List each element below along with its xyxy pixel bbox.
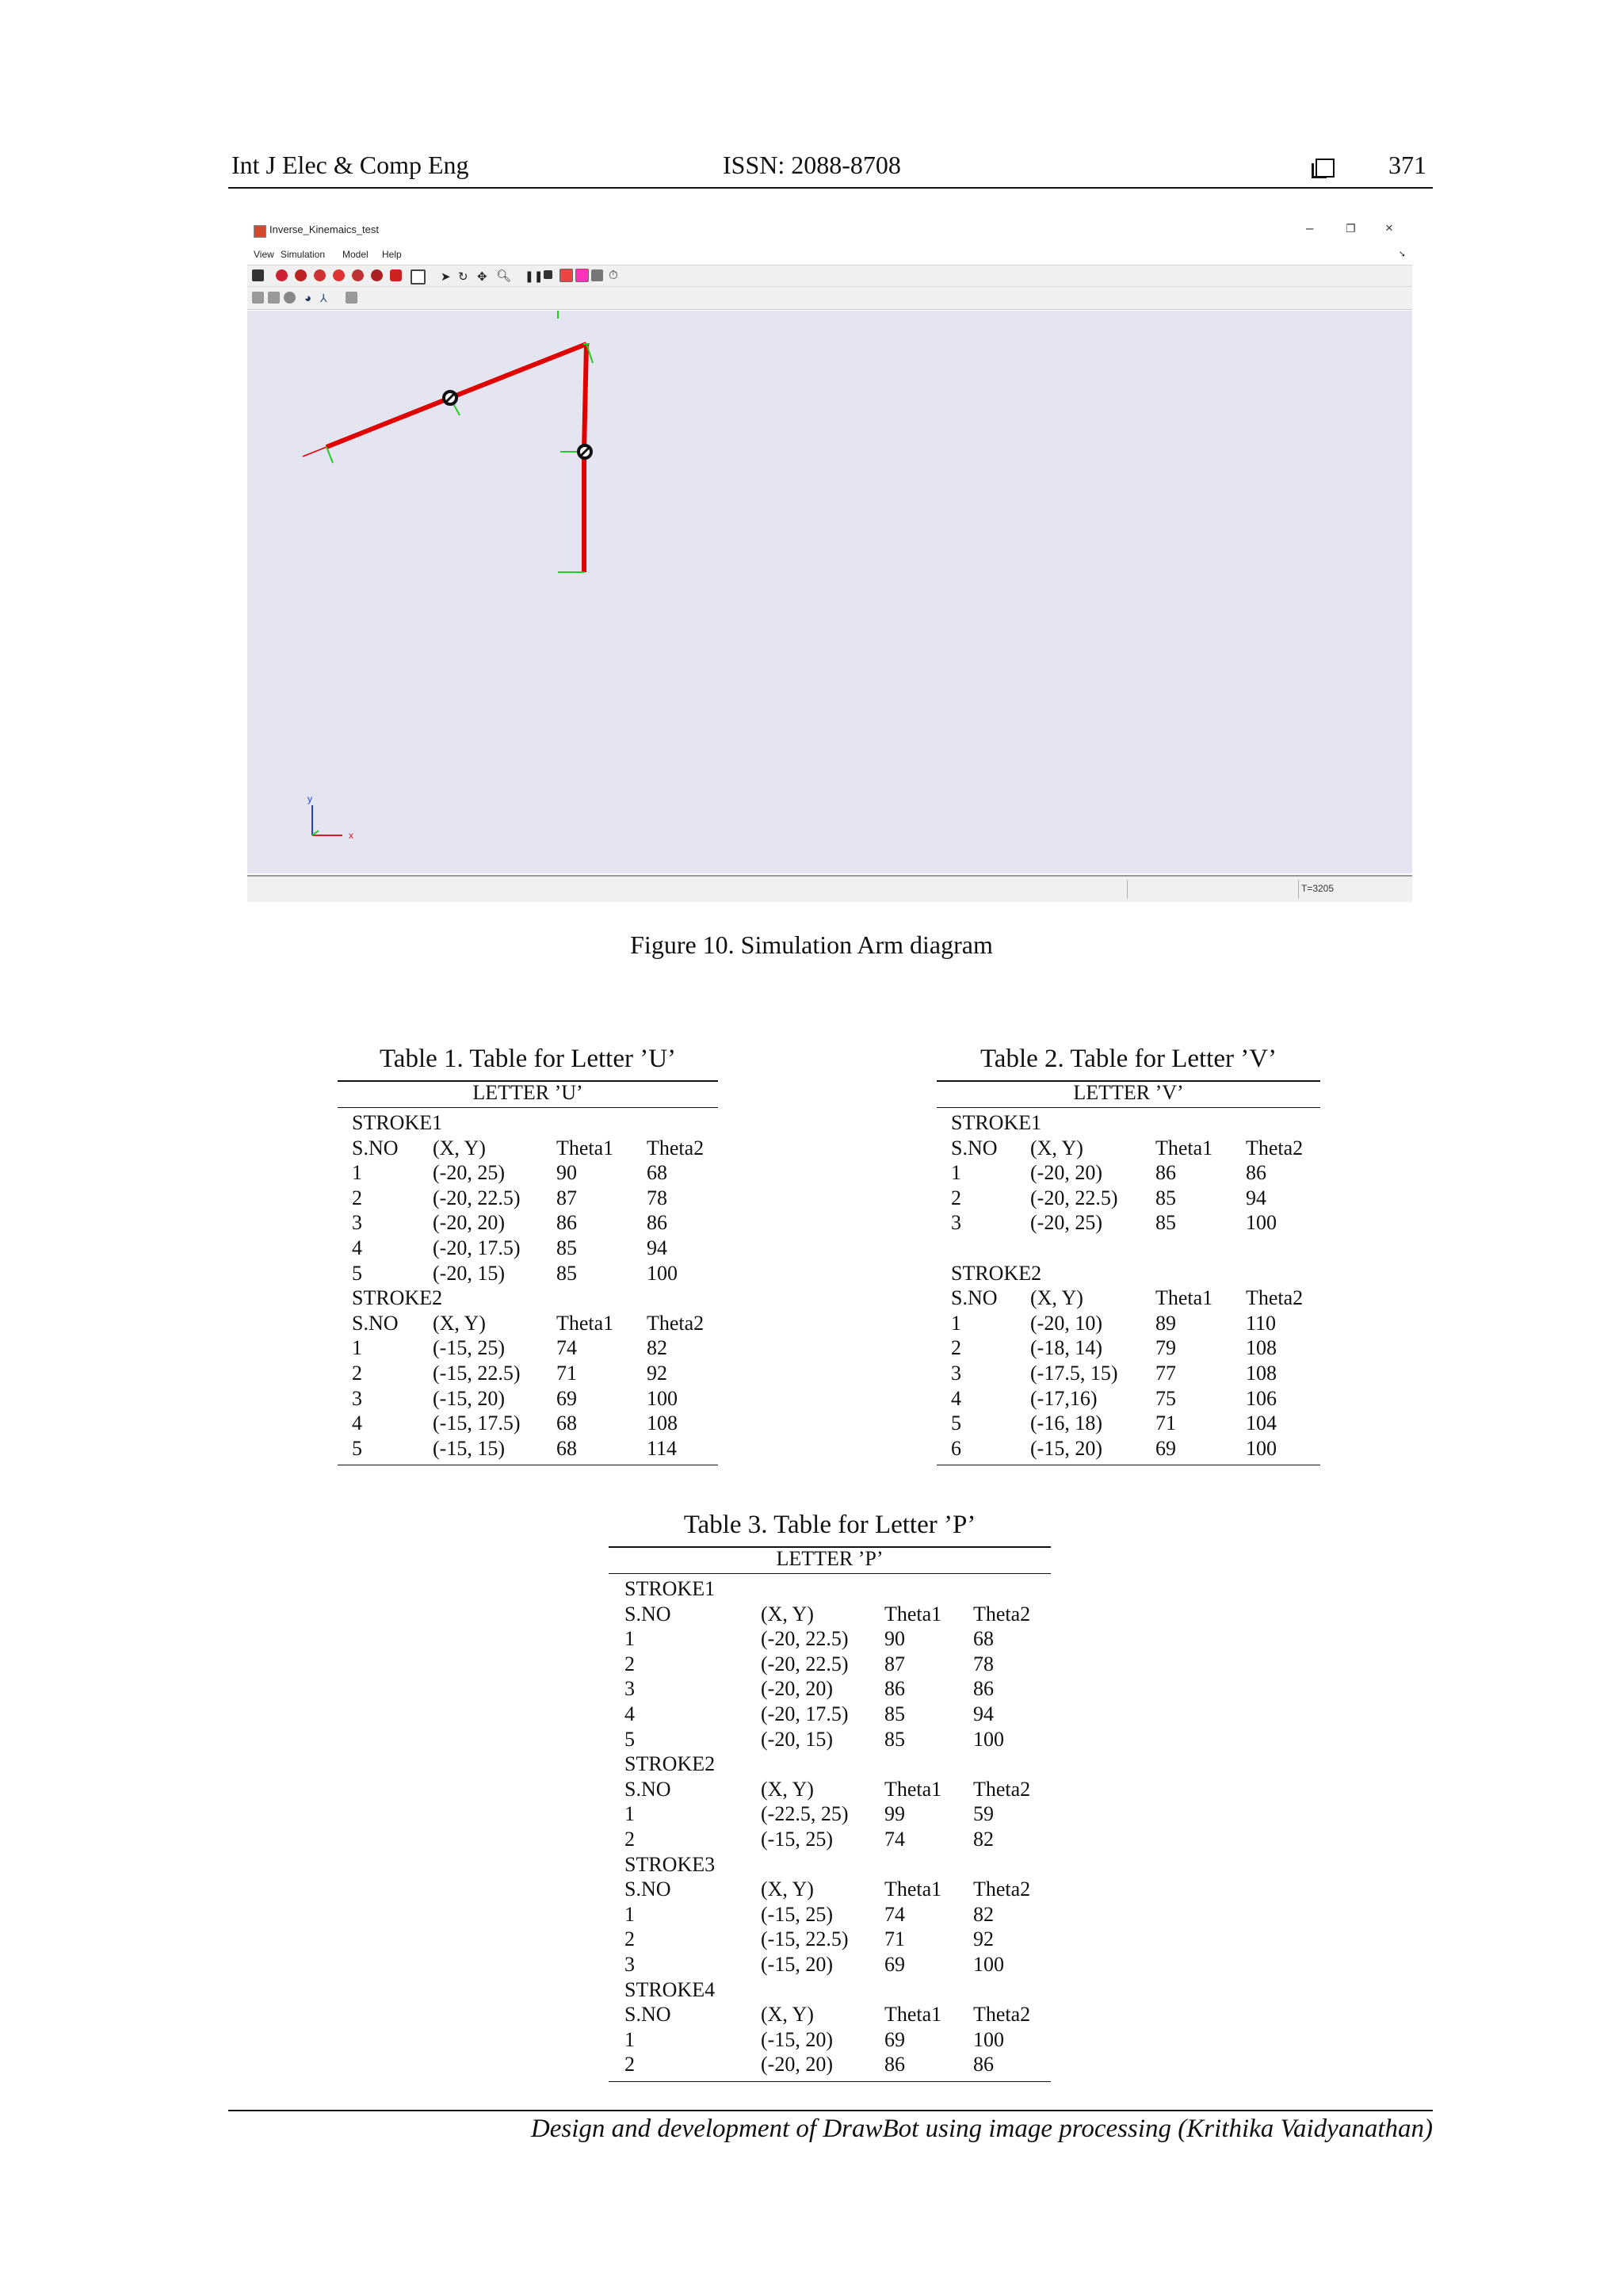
table-cell: 1	[624, 2027, 635, 2051]
table-cell: (-18, 14)	[1030, 1336, 1102, 1360]
table-cell: 5	[951, 1412, 961, 1435]
table-cell: (-15, 20)	[1030, 1436, 1102, 1460]
window-title: Inverse_Kinemaics_test	[269, 223, 380, 235]
table-cell: 92	[647, 1362, 667, 1385]
table-letter-v	[937, 1045, 1320, 1473]
table-cell: 1	[624, 1627, 635, 1651]
table-cell: 2	[624, 2053, 635, 2076]
menu-simulation[interactable]: Simulation	[281, 249, 326, 260]
table-cell: 74	[884, 1902, 905, 1926]
table-cell: 3	[352, 1211, 362, 1235]
rotate-icon[interactable]: ↻	[458, 270, 468, 284]
table-cell: 1	[352, 1161, 362, 1185]
table-cell: 82	[647, 1336, 667, 1360]
table-cell: 3	[624, 1677, 635, 1701]
table-cell: 68	[973, 1627, 994, 1651]
table-cell: (-20, 20)	[433, 1211, 505, 1235]
arm-link-2	[450, 344, 586, 398]
table-cell: 87	[884, 1652, 905, 1675]
table-row	[609, 1828, 1051, 1853]
table-row	[338, 1236, 718, 1262]
view-iso-icon[interactable]	[390, 269, 402, 281]
table-cell: 69	[884, 2027, 905, 2051]
menu-bar	[247, 246, 1412, 263]
table-cell: 4	[951, 1386, 961, 1410]
table-cell: 85	[884, 1727, 905, 1751]
table-cell: 100	[973, 2027, 1004, 2051]
table-row	[937, 1387, 1320, 1412]
table-cell: 82	[973, 1902, 994, 1926]
table-row	[609, 1627, 1051, 1652]
table-cell: 75	[1155, 1386, 1176, 1410]
table-cell: 71	[1155, 1412, 1176, 1435]
table-cell: 1	[352, 1336, 362, 1360]
table-row	[609, 1953, 1051, 1978]
column-header: Theta1	[1155, 1286, 1213, 1310]
simulation-window	[247, 214, 1412, 900]
table-cell: 2	[624, 1652, 635, 1675]
table-cell: 74	[556, 1336, 577, 1360]
save-icon[interactable]	[252, 269, 264, 281]
table-row	[937, 1161, 1320, 1186]
table-cell: (-15, 22.5)	[761, 1927, 849, 1951]
table-cell: 94	[973, 1702, 994, 1725]
minimize-icon[interactable]: –	[1306, 220, 1314, 235]
settings-icon[interactable]	[591, 269, 603, 281]
table-heading-rule	[609, 1573, 1051, 1574]
table-cell: 90	[884, 1627, 905, 1651]
pan-icon[interactable]: ✥	[477, 270, 487, 284]
table-cell: 85	[556, 1236, 577, 1259]
table-cell: 5	[352, 1261, 362, 1285]
menu-help[interactable]: Help	[382, 249, 402, 260]
arm-drawing	[247, 311, 1412, 873]
column-header: S.NO	[951, 1286, 998, 1310]
table-cell: 85	[1155, 1211, 1176, 1235]
column-header: Theta1	[1155, 1136, 1213, 1159]
table-row	[937, 1336, 1320, 1362]
record-icon[interactable]	[559, 269, 573, 282]
table-cell: 5	[352, 1436, 362, 1460]
table-row	[937, 1412, 1320, 1437]
table-header-row	[937, 1137, 1320, 1162]
table-cell: 86	[1246, 1161, 1266, 1185]
journal-name: Int J Elec & Comp Eng	[231, 151, 469, 179]
stroke-label: STROKE2	[624, 1752, 716, 1776]
column-header: Theta2	[1246, 1136, 1304, 1159]
table-row	[937, 1186, 1320, 1212]
table-cell: 86	[1155, 1161, 1176, 1185]
simulation-canvas[interactable]	[247, 311, 1412, 873]
column-header: Theta2	[973, 1602, 1031, 1626]
column-header: Theta1	[884, 2003, 942, 2027]
table-row	[338, 1262, 718, 1287]
table-cell: 90	[556, 1161, 577, 1185]
column-header: (X, Y)	[433, 1311, 486, 1335]
table-cell: 100	[973, 1727, 1004, 1751]
table-cell: 78	[973, 1652, 994, 1675]
table-cell: 3	[951, 1362, 961, 1385]
table-cell: 86	[973, 1677, 994, 1701]
table-row	[338, 1336, 718, 1362]
table-cell: 69	[1155, 1436, 1176, 1460]
column-header: S.NO	[624, 1777, 671, 1801]
column-header: Theta1	[556, 1136, 614, 1159]
stroke-label: STROKE1	[951, 1111, 1042, 1134]
table-cell: 94	[647, 1236, 667, 1259]
table-row	[609, 1677, 1051, 1702]
column-header: S.NO	[624, 2003, 671, 2027]
column-header: (X, Y)	[761, 1878, 814, 1901]
table-row	[338, 1161, 718, 1186]
table-row	[609, 1702, 1051, 1728]
table-cell: 85	[556, 1261, 577, 1285]
table-cell: (-17.5, 15)	[1030, 1362, 1118, 1385]
table-cell: (-15, 25)	[761, 1902, 833, 1926]
table-row	[338, 1186, 718, 1212]
status-separator	[1298, 880, 1299, 899]
table-row	[338, 1362, 718, 1387]
table-header-row	[338, 1137, 718, 1162]
table-row	[937, 1362, 1320, 1387]
table-cell: (-15, 15)	[433, 1436, 505, 1460]
table-cell: (-15, 20)	[761, 2027, 833, 2051]
table-cell: 77	[1155, 1362, 1176, 1385]
tool-a-icon[interactable]	[252, 292, 264, 304]
table-cell: (-20, 20)	[1030, 1161, 1102, 1185]
table-cell: 3	[352, 1386, 362, 1410]
table-cell: 86	[884, 1677, 905, 1701]
stop-icon[interactable]	[544, 270, 552, 279]
table-header-row	[609, 2003, 1051, 2028]
table-letter-u	[338, 1045, 718, 1473]
table-cell: (-20, 20)	[761, 1677, 833, 1701]
table-cell: (-20, 10)	[1030, 1311, 1102, 1335]
table-cell: 1	[951, 1311, 961, 1335]
table-cell: 74	[884, 1828, 905, 1851]
table-header-row	[937, 1286, 1320, 1312]
table-row	[937, 1211, 1320, 1236]
table-cell: 79	[1155, 1336, 1176, 1360]
figure-caption: Figure 10. Simulation Arm diagram	[630, 930, 993, 959]
table-cell: 82	[973, 1828, 994, 1851]
table-cell: (-15, 25)	[433, 1336, 505, 1360]
x-axis-letter: x	[349, 830, 353, 841]
column-header: (X, Y)	[433, 1136, 486, 1159]
column-header: Theta2	[647, 1311, 705, 1335]
table-bottom-rule	[609, 2081, 1051, 2082]
table-cell: (-15, 22.5)	[433, 1362, 521, 1385]
table-cell: 87	[556, 1186, 577, 1209]
table-cell: (-20, 17.5)	[433, 1236, 521, 1259]
y-axis-letter: y	[307, 793, 312, 804]
table-cell: 2	[624, 1927, 635, 1951]
table-cell: 92	[973, 1927, 994, 1951]
column-header: S.NO	[951, 1136, 998, 1159]
table-cell: 6	[951, 1436, 961, 1460]
select-pointer-icon[interactable]: ➤	[441, 270, 451, 284]
table-cell: 68	[556, 1436, 577, 1460]
stroke-label: STROKE2	[951, 1261, 1042, 1285]
table-row	[609, 1652, 1051, 1678]
main-toolbar	[247, 265, 1412, 287]
table-cell: 78	[647, 1186, 667, 1209]
column-header: S.NO	[352, 1136, 399, 1159]
table-cell: (-22.5, 25)	[761, 1802, 849, 1826]
status-time: T=3205	[1301, 883, 1335, 894]
table-cell: 108	[647, 1412, 678, 1435]
table-cell: 4	[352, 1236, 362, 1259]
stroke-label: STROKE3	[624, 1852, 716, 1876]
table-cell: (-20, 15)	[433, 1261, 505, 1285]
table-row	[338, 1387, 718, 1412]
view-left-icon[interactable]	[314, 269, 326, 281]
table-cell: 108	[1246, 1362, 1277, 1385]
column-header: Theta1	[884, 1777, 942, 1801]
table-cell: 104	[1246, 1412, 1277, 1435]
table-cell: 1	[951, 1161, 961, 1185]
table-cell: 94	[1246, 1186, 1266, 1209]
camera-icon[interactable]	[575, 269, 589, 282]
tool-c-icon[interactable]	[284, 292, 296, 304]
table-cell: (-15, 20)	[761, 1953, 833, 1976]
table-cell: 100	[1246, 1436, 1277, 1460]
status-bar	[247, 875, 1412, 902]
header-rule	[228, 187, 1433, 189]
table-row	[609, 2053, 1051, 2078]
column-header: S.NO	[624, 1878, 671, 1901]
column-header: Theta1	[556, 1311, 614, 1335]
table-cell: (-20, 15)	[761, 1727, 833, 1751]
footer-text: Design and development of DrawBot using image processing (Krithika Vaidyanathan)	[530, 2115, 1433, 2143]
menu-overflow-icon[interactable]: ➘	[1398, 250, 1406, 259]
window-titlebar	[247, 214, 1412, 246]
table-cell: 89	[1155, 1311, 1176, 1335]
footer-rule	[228, 2110, 1433, 2111]
table-cell: 3	[951, 1211, 961, 1235]
table-cell: 4	[624, 1702, 635, 1725]
column-header: S.NO	[352, 1311, 399, 1335]
table-cell: 2	[352, 1186, 362, 1209]
table-cell: 85	[884, 1702, 905, 1725]
table-letter-heading: LETTER ’U’	[472, 1081, 583, 1104]
table-cell: 114	[647, 1436, 678, 1460]
status-separator	[1127, 880, 1128, 899]
column-header: S.NO	[624, 1602, 671, 1626]
table-cell: 68	[556, 1412, 577, 1435]
table-row	[609, 1802, 1051, 1828]
table-cell: (-20, 22.5)	[1030, 1186, 1118, 1209]
table-cell: (-20, 22.5)	[433, 1186, 521, 1209]
table-cell: 69	[884, 1953, 905, 1976]
table-cell: 5	[624, 1727, 635, 1751]
table-row	[609, 2028, 1051, 2053]
pause-icon[interactable]: ❚❚	[525, 269, 544, 282]
table-letter-heading: LETTER ’V’	[1073, 1081, 1184, 1104]
arm-link-3	[327, 398, 450, 447]
table-cell: 71	[556, 1362, 577, 1385]
table-title: Table 3. Table for Letter ’P’	[683, 1511, 976, 1539]
table-row	[609, 1927, 1051, 1953]
table-cell: 108	[1246, 1336, 1277, 1360]
table-cell: 100	[1246, 1211, 1277, 1235]
fit-view-icon[interactable]	[411, 269, 426, 285]
table-cell: 2	[352, 1362, 362, 1385]
table-cell: (-17,16)	[1030, 1386, 1098, 1410]
table-cell: 2	[951, 1186, 961, 1209]
table-cell: 99	[884, 1802, 905, 1826]
table-letter-heading: LETTER ’P’	[776, 1547, 884, 1570]
view-top-icon[interactable]	[352, 269, 364, 281]
menu-view[interactable]: View	[254, 249, 274, 260]
arm-link-1-upper	[584, 344, 586, 450]
column-header: (X, Y)	[761, 1777, 814, 1801]
table-cell: 86	[973, 2053, 994, 2076]
table-row	[609, 1903, 1051, 1928]
issn: ISSN: 2088-8708	[723, 151, 901, 179]
table-row	[338, 1211, 718, 1236]
table-cell: 106	[1246, 1386, 1277, 1410]
table-cell: 69	[556, 1386, 577, 1410]
table-header-row	[338, 1312, 718, 1337]
table-heading-rule	[338, 1107, 718, 1108]
zoom-icon[interactable]: 🔍︎	[496, 269, 512, 283]
table-cell: 4	[352, 1412, 362, 1435]
table-row	[338, 1437, 718, 1462]
table-cell: 1	[624, 1802, 635, 1826]
table-header-row	[609, 1878, 1051, 1903]
table-header-row	[609, 1603, 1051, 1628]
column-header: Theta2	[973, 1878, 1031, 1901]
timer-icon[interactable]: ⏱	[609, 269, 618, 282]
table-cell: (-16, 18)	[1030, 1412, 1102, 1435]
table-cell: (-20, 22.5)	[761, 1652, 849, 1675]
table-row	[937, 1437, 1320, 1462]
table-cell: (-20, 20)	[761, 2053, 833, 2076]
table-cell: (-20, 22.5)	[761, 1627, 849, 1651]
table-row	[609, 1728, 1051, 1753]
table-letter-p	[609, 1511, 1051, 2089]
table-cell: (-20, 25)	[433, 1161, 505, 1185]
table-cell: 2	[624, 1828, 635, 1851]
view-back-icon[interactable]	[295, 269, 307, 281]
close-icon[interactable]: ×	[1385, 220, 1393, 235]
table-cell: 86	[556, 1211, 577, 1235]
table-cell: 100	[973, 1953, 1004, 1976]
table-cell: 68	[647, 1161, 667, 1185]
end-frame-mark	[327, 447, 333, 463]
table-header-row	[609, 1778, 1051, 1803]
app-icon	[254, 225, 266, 238]
view-front-icon[interactable]	[276, 269, 288, 281]
table-cell: 71	[884, 1927, 905, 1951]
column-header: Theta2	[973, 1777, 1031, 1801]
stroke-label: STROKE1	[624, 1577, 716, 1600]
table-cell: 85	[1155, 1186, 1176, 1209]
axes-icon[interactable]: ⅄	[320, 292, 327, 304]
stroke-label: STROKE1	[352, 1111, 443, 1134]
table-cell: (-15, 20)	[433, 1386, 505, 1410]
table-cell: (-15, 17.5)	[433, 1412, 521, 1435]
table-row	[937, 1312, 1320, 1337]
restore-icon[interactable]: ❐	[1346, 222, 1356, 235]
end-effector-line	[303, 447, 327, 457]
table-title: Table 2. Table for Letter ’V’	[980, 1045, 1277, 1073]
table-cell: (-20, 25)	[1030, 1211, 1102, 1235]
table-row	[338, 1412, 718, 1437]
table-cell: 1	[624, 1902, 635, 1926]
tool-d-icon[interactable]	[346, 292, 357, 304]
table-cell: 59	[973, 1802, 994, 1826]
column-header: Theta1	[884, 1602, 942, 1626]
table-cell: 86	[884, 2053, 905, 2076]
stroke-label: STROKE4	[624, 1977, 716, 2001]
globe-icon[interactable]: ◕	[304, 292, 312, 305]
checkbox-square-icon	[1316, 159, 1335, 178]
table-cell: 100	[647, 1261, 678, 1285]
tool-b-icon[interactable]	[268, 292, 280, 304]
table-cell: 100	[647, 1386, 678, 1410]
column-header: Theta1	[884, 1878, 942, 1901]
stroke-label: STROKE2	[352, 1286, 443, 1310]
view-right-icon[interactable]	[333, 269, 345, 281]
table-cell: 86	[647, 1211, 667, 1235]
table-title: Table 1. Table for Letter ’U’	[379, 1045, 677, 1073]
column-header: Theta2	[647, 1136, 705, 1159]
column-header: (X, Y)	[1030, 1136, 1083, 1159]
table-cell: 2	[951, 1336, 961, 1360]
table-cell: 110	[1246, 1311, 1277, 1335]
column-header: (X, Y)	[1030, 1286, 1083, 1310]
column-header: Theta2	[1246, 1286, 1304, 1310]
page-number: 371	[1388, 151, 1426, 179]
table-cell: (-15, 25)	[761, 1828, 833, 1851]
table-heading-rule	[937, 1107, 1320, 1108]
secondary-toolbar	[247, 287, 1412, 310]
column-header: (X, Y)	[761, 2003, 814, 2027]
view-bottom-icon[interactable]	[371, 269, 383, 281]
table-cell: 3	[624, 1953, 635, 1976]
column-header: Theta2	[973, 2003, 1031, 2027]
table-cell: (-20, 17.5)	[761, 1702, 849, 1725]
menu-model[interactable]: Model	[342, 249, 369, 260]
column-header: (X, Y)	[761, 1602, 814, 1626]
